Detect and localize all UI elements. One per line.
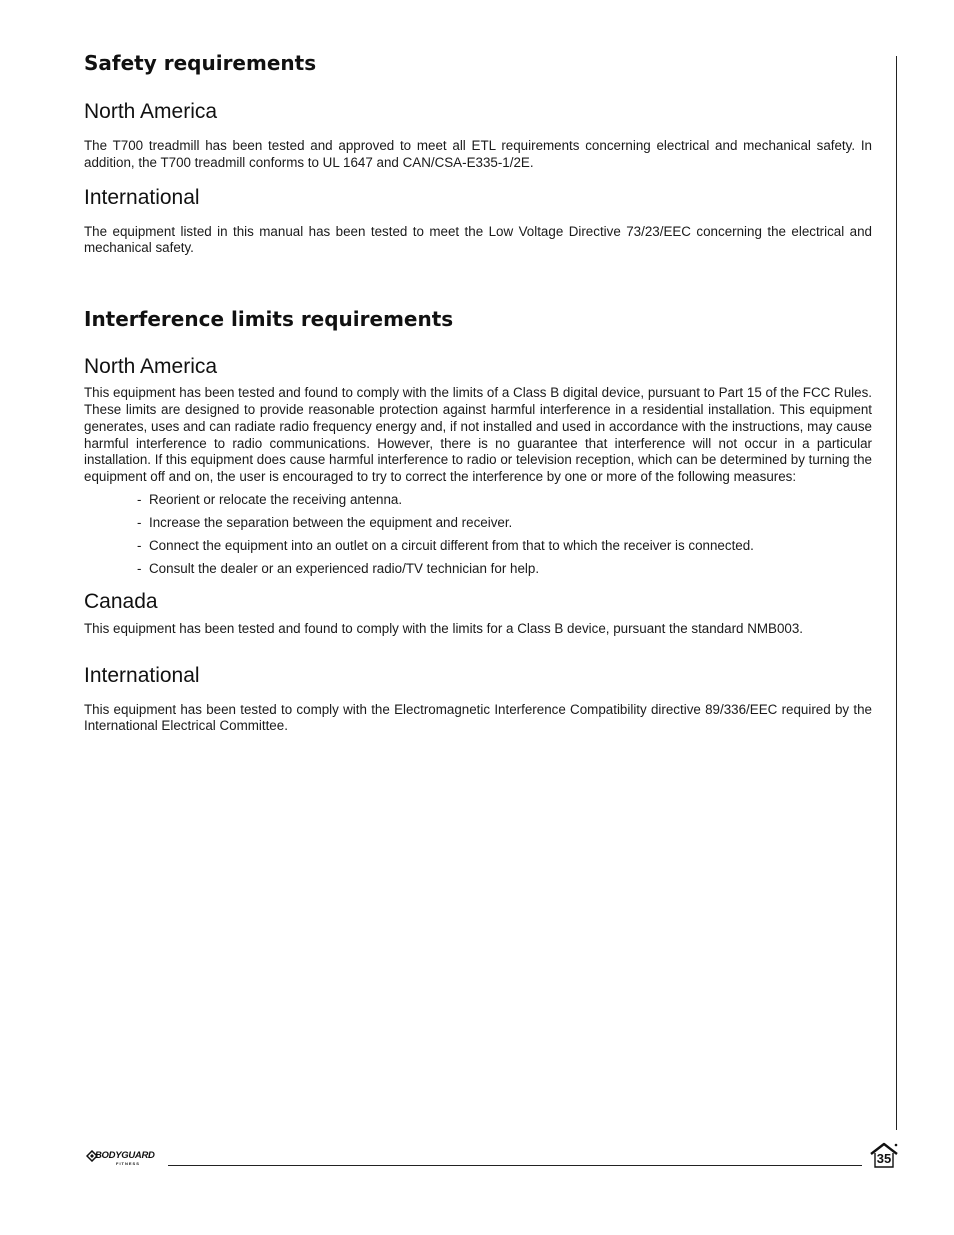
logo-tagline: FITNESS <box>116 1161 140 1166</box>
interference-requirements-title: Interference limits requirements <box>84 307 454 332</box>
footer-rule <box>168 1165 862 1166</box>
safety-international-heading: International <box>84 185 200 209</box>
safety-international-text: The equipment listed in this manual has been tested to meet the Low Voltage Directive 73/23/EEC concerning the electrical and mechanical safety. <box>84 223 872 256</box>
logo-wordmark: BODYGUARD <box>95 1150 155 1161</box>
bodyguard-logo <box>86 1148 158 1168</box>
vertical-margin-rule <box>896 56 897 1130</box>
interference-international-heading: International <box>84 663 200 687</box>
interference-north-america-heading: North America <box>84 355 218 379</box>
list-item: - Consult the dealer or an experienced radio/TV technician for help. <box>137 560 540 576</box>
list-item: - Increase the separation between the equipment and receiver. <box>137 514 513 530</box>
canada-heading: Canada <box>84 589 158 613</box>
safety-north-america-heading: North America <box>84 100 218 123</box>
list-item: - Connect the equipment into an outlet on a circuit different from that to which the receiver is connected. <box>137 537 754 553</box>
canada-text: This equipment has been tested and found to comply with the limits for a Class B device, pursuant the standard NMB003. <box>84 620 804 636</box>
interference-north-america-text: This equipment has been tested and found to comply with the limits of a Class B digital device, pursuant to Part 15 of the FCC Rules. These limits are designed to provide reasonable protection against harmful interference in a residential installation. This equipment generates, uses and can radiate radio frequency energy and, if not installed and used in accordance with the instructions, may cause harmful interference to radio communications. However, there is no guarantee that interference will not occur in a particular installation. If this equipment does cause harmful interference to radio or television reception, which can be determined by turning the equipment off and on, the user is encouraged to try to correct the interference by one or more of the following measures: <box>84 385 872 485</box>
interference-international-text: This equipment has been tested to comply with the Electromagnetic Interference Compatibility directive 89/336/EEC required by the International Electrical Committee. <box>84 701 872 734</box>
page-number: 35 <box>876 1151 892 1166</box>
list-item: - Reorient or relocate the receiving antenna. <box>137 491 403 507</box>
measures-list <box>84 492 872 578</box>
page-content <box>84 50 872 735</box>
safety-north-america-text: The T700 treadmill has been tested and approved to meet all ETL requirements concerning electrical and mechanical safety. In addition, the T700 treadmill conforms to UL 1647 and CAN/CSA-E335-1/2E. <box>84 138 872 170</box>
safety-requirements-title: Safety requirements <box>84 51 317 75</box>
